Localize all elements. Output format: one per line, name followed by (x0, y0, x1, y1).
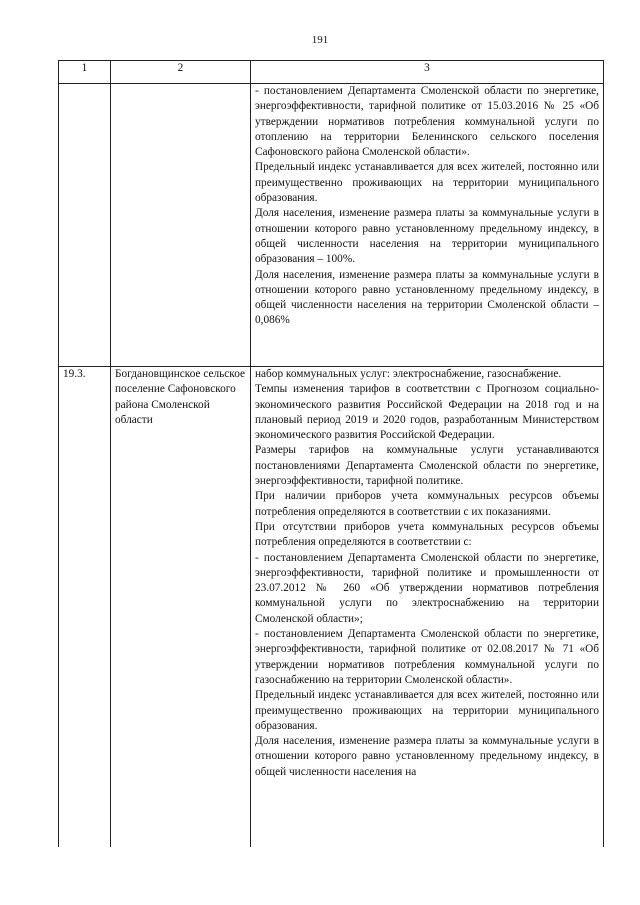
column-header-2: 2 (111, 61, 251, 84)
municipality-name: Богдановщинское сельское поселение Сафоновского района Смоленской области (111, 367, 251, 848)
table-row (59, 84, 604, 367)
content-paragraph: При отсутствии приборов учета коммунальных ресурсов объемы потребления определяются в соответствии с: (255, 520, 599, 549)
content-paragraph: Темпы изменения тарифов в соответствии с Прогнозом социально-экономического развития Российской Федерации на 2018 год и на плановый период 2019 и 2020 годов, разработанным Министерством экономического развития Российской Федерации. (255, 383, 599, 442)
content-paragraph: При наличии приборов учета коммунальных ресурсов объемы потребления определяются в соответствии с их показаниями. (255, 490, 599, 518)
column-header-1: 1 (59, 61, 111, 84)
content-paragraph: Размеры тарифов на коммунальные услуги устанавливаются постановлениями Департамента Смоленской области по энергетике, энергоэффективности, тарифной политике. (255, 444, 599, 488)
table-header-row (59, 61, 604, 84)
content-paragraph: Доля населения, изменение размера платы за коммунальные услуги в отношении которого равно установленному предельному индексу, в общей численности населения на территории муниципального образования – 100%. (255, 207, 599, 266)
content-paragraph: Доля населения, изменение размера платы за коммунальные услуги в отношении которого равно установленному предельному индексу, в общей численности населения на (255, 735, 599, 778)
municipality-name (111, 84, 251, 367)
content-paragraph: Предельный индекс устанавливается для всех жителей, постоянно или преимущественно проживающих на территории муниципального образования. (255, 689, 599, 732)
content-paragraph: - постановлением Департамента Смоленской области по энергетике, энергоэффективности, тарифной политике от 02.08.2017 № 71 «Об утверждении нормативов потребления коммунальной услуги по газоснабжению на территории Смоленской области». (255, 628, 599, 686)
row-number (59, 84, 111, 367)
row-content (251, 367, 604, 848)
content-paragraph: - постановлением Департамента Смоленской области по энергетике, энергоэффективности, тарифной политике от 15.03.2016 № 25 «Об утверждении нормативов потребления коммунальной услуги по отоплению на территории Беленинского сельского поселения Сафоновского района Смоленской области». (255, 85, 599, 159)
content-paragraph: - постановлением Департамента Смоленской области по энергетике, энергоэффективности, тарифной политике и промышленности от 23.07.2012 № 260 «Об утверждении нормативов потребления коммунальной услуги по электроснабжению на территории Смоленской области»; (255, 551, 599, 625)
table-row (59, 367, 604, 848)
column-header-3: 3 (251, 61, 604, 84)
row-number: 19.3. (59, 367, 111, 848)
tariff-table (58, 60, 604, 847)
content-paragraph: набор коммунальных услуг: электроснабжение, газоснабжение. (255, 368, 562, 380)
page-number: 191 (311, 34, 329, 46)
content-paragraph: Доля населения, изменение размера платы за коммунальные услуги в отношении которого равно установленному предельному индексу, в общей численности населения на территории Смоленской области – 0,086% (255, 268, 599, 327)
content-paragraph: Предельный индекс устанавливается для всех жителей, постоянно или преимущественно проживающих на территории муниципального образования. (255, 161, 599, 205)
row-content (251, 84, 604, 367)
